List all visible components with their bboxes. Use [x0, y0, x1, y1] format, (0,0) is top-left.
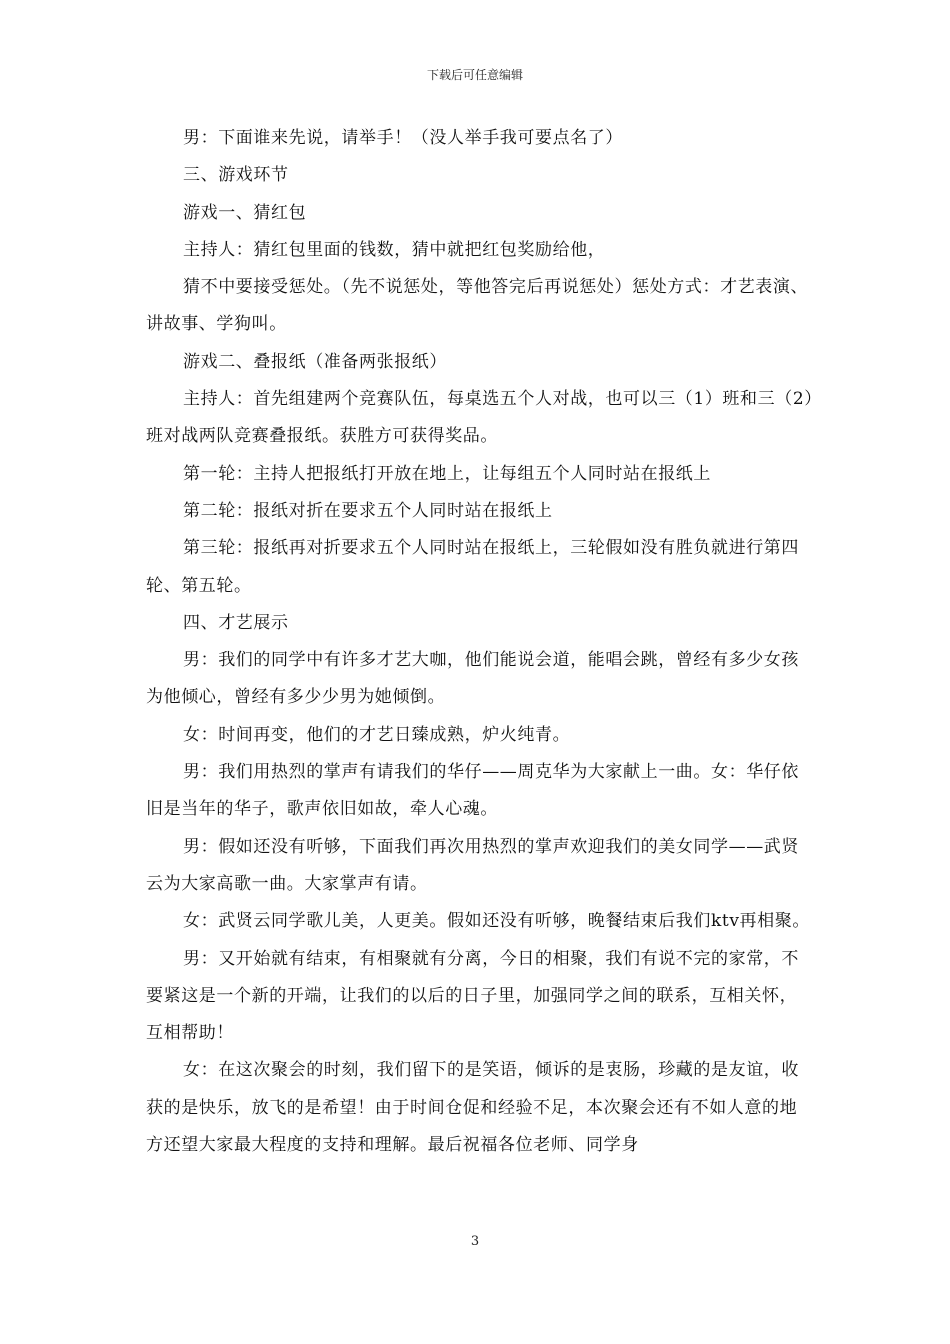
paragraph: 第三轮：报纸再对折要求五个人同时站在报纸上，三轮假如没有胜负就进行第四轮、第五轮。	[146, 538, 799, 596]
paragraph: 女：武贤云同学歌儿美，人更美。假如还没有听够，晚餐结束后我们ktv再相聚。	[183, 911, 810, 932]
paragraph: 第一轮：主持人把报纸打开放在地上，让每组五个人同时站在报纸上	[183, 463, 711, 484]
paragraph: 游戏一、猜红包	[183, 202, 307, 223]
section-heading: 三、游戏环节	[183, 165, 289, 186]
page-number: 3	[470, 1234, 480, 1249]
paragraph: 男：我们的同学中有许多才艺大咖，他们能说会道，能唱会跳，曾经有多少女孩为他倾心，曾经有多少少男为她倾倒。	[146, 650, 799, 708]
section-heading: 四、才艺展示	[183, 612, 289, 633]
paragraph: 主持人：首先组建两个竞赛队伍，每桌选五个人对战，也可以三（1）班和三（2）班对战两队竞赛叠报纸。获胜方可获得奖品。	[146, 389, 814, 447]
page-header: 下载后可任意编辑	[426, 68, 523, 82]
paragraph: 男：我们用热烈的掌声有请我们的华仔——周克华为大家献上一曲。女：华仔依旧是当年的华子，歌声依旧如故，牵人心魂。	[146, 762, 799, 820]
paragraph: 主持人：猜红包里面的钱数，猜中就把红包奖励给他，	[183, 239, 606, 260]
paragraph: 男：下面谁来先说，请举手！（没人举手我可要点名了）	[183, 128, 623, 148]
paragraph: 第二轮：报纸对折在要求五个人同时站在报纸上	[183, 500, 553, 521]
document-body	[146, 120, 814, 1164]
paragraph: 女：在这次聚会的时刻，我们留下的是笑语，倾诉的是衷肠，珍藏的是友谊，收获的是快乐，放飞的是希望！由于时间仓促和经验不足，本次聚会还有不如人意的地方还望大家最大程度的支持和理解。最后祝福各位老师、同学身	[146, 1060, 799, 1156]
paragraph: 女：时间再变，他们的才艺日臻成熟，炉火纯青。	[183, 724, 571, 745]
paragraph: 猜不中要接受惩处。（先不说惩处，等他答完后再说惩处）惩处方式：才艺表演、讲故事、学狗叫。	[146, 277, 809, 335]
paragraph: 男：又开始就有结束，有相聚就有分离，今日的相聚，我们有说不完的家常，不要紧这是一个新的开端，让我们的以后的日子里，加强同学之间的联系，互相关怀，互相帮助！	[146, 948, 799, 1044]
paragraph: 游戏二、叠报纸（准备两张报纸）	[183, 351, 447, 372]
paragraph: 男：假如还没有听够，下面我们再次用热烈的掌声欢迎我们的美女同学——武贤云为大家高歌一曲。大家掌声有请。	[146, 836, 799, 894]
